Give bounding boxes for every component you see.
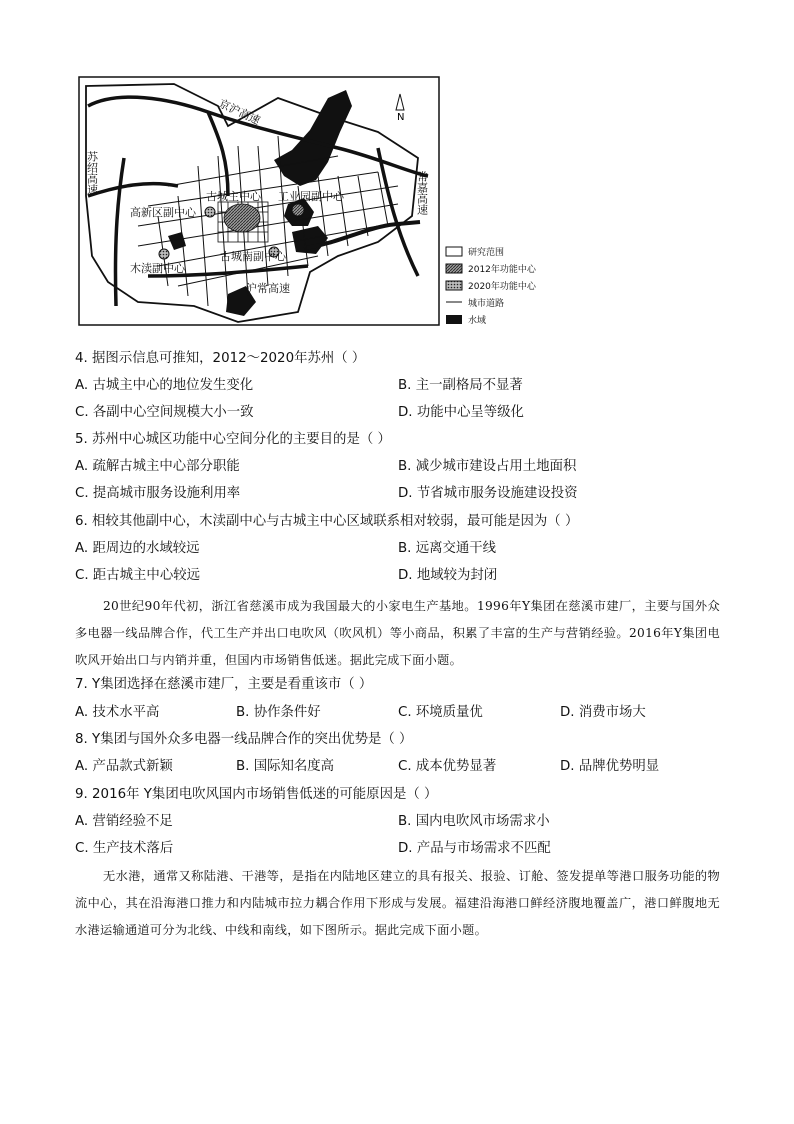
label-suzhao: 苏绍高速 (85, 151, 99, 195)
q5-option-a: A. 疏解古城主中心部分职能 (75, 459, 240, 474)
q8-option-a: A. 产品款式新颖 (75, 759, 173, 774)
q6-option-d: D. 地域较为封闭 (398, 568, 498, 583)
q4-option-c: C. 各副中心空间规模大小一致 (75, 405, 254, 420)
q7-option-d: D. 消费市场大 (560, 705, 646, 720)
q8-option-c: C. 成本优势显著 (398, 759, 497, 774)
q7-option-a: A. 技术水平高 (75, 705, 160, 720)
passage-2: 无水港，通常又称陆港、干港等，是指在内陆地区建立的具有报关、报验、订舱、签发提单等港口服务功能的物流中心，其在沿海港口推力和内陆城市拉力耦合作用下形成与发展。福建沿海港口鲜经济腹地覆盖广，港口鲜腹地无水港运输通道可分为北线、中线和南线，如下图所示。据此完成下面小题。 (75, 869, 720, 937)
question-6-stem: 6. 相较其他副中心，木渎副中心与古城主中心区域联系相对较弱，最可能是因为（ ） (75, 514, 579, 529)
high-tech-center-2020 (205, 207, 215, 217)
label-jinghu: 京沪高速 (216, 96, 263, 128)
legend-2020: 2020年功能中心 (468, 282, 536, 292)
label-gongye: 工业园副中心 (278, 190, 344, 203)
legend-road: 城市道路 (468, 299, 505, 309)
label-mudu: 木渎副中心 (130, 262, 185, 275)
question-8-stem: 8. Y集团与国外众多电器一线品牌合作的突出优势是（ ） (75, 732, 413, 747)
legend-study-area: 研究范围 (468, 248, 505, 258)
question-4-stem: 4. 据图示信息可推知，2012～2020年苏州（ ） (75, 351, 366, 366)
legend-water: 水域 (468, 316, 487, 326)
svg-text:N: N (397, 112, 405, 123)
mudu-center-2020 (159, 249, 169, 259)
q6-option-b: B. 远离交通干线 (398, 541, 497, 556)
label-changjia: 常嘉高速 (415, 171, 429, 215)
question-5-stem: 5. 苏州中心城区功能中心空间分化的主要目的是（ ） (75, 432, 391, 447)
q5-option-c: C. 提高城市服务设施利用率 (75, 486, 241, 501)
label-huchang: 沪常高速 (246, 282, 290, 295)
suzhou-map-figure (78, 76, 440, 326)
q4-option-b: B. 主一副格局不显著 (398, 378, 523, 393)
q4-option-a: A. 古城主中心的地位发生变化 (75, 378, 254, 393)
legend-2012: 2012年功能中心 (468, 265, 536, 275)
q4-option-d: D. 功能中心呈等级化 (398, 405, 524, 420)
q7-option-c: C. 环境质量优 (398, 705, 483, 720)
label-gaoxin: 高新区副中心 (130, 206, 196, 219)
q5-option-b: B. 减少城市建设占用土地面积 (398, 459, 577, 474)
old-town-center-2012 (224, 204, 260, 232)
legend-panel (444, 244, 554, 330)
q7-option-b: B. 协作条件好 (236, 705, 321, 720)
q8-option-b: B. 国际知名度高 (236, 759, 335, 774)
q8-option-d: D. 品牌优势明显 (560, 759, 660, 774)
q5-option-d: D. 节省城市服务设施建设投资 (398, 486, 578, 501)
q9-option-a: A. 营销经验不足 (75, 814, 173, 829)
q6-option-a: A. 距周边的水域较远 (75, 541, 200, 556)
q9-option-d: D. 产品与市场需求不匹配 (398, 841, 551, 856)
q6-option-c: C. 距古城主中心较远 (75, 568, 200, 583)
industrial-park-center-2012 (292, 204, 304, 216)
passage-1: 20世纪90年代初，浙江省慈溪市成为我国最大的小家电生产基地。1996年Y集团在慈溪市建厂，主要与国外众多电器一线品牌合作，代工生产并出口电吹风（吹风机）等小商品，积累了丰富的生产与营销经验。2016年Y集团电吹风开始出口与内销并重，但国内市场销售低迷。据此完成下面小题。 (75, 599, 720, 667)
label-gucheng-main: 古城主中心 (206, 190, 261, 203)
question-9-stem: 9. 2016年 Y集团电吹风国内市场销售低迷的可能原因是（ ） (75, 787, 438, 802)
q9-option-b: B. 国内电吹风市场需求小 (398, 814, 550, 829)
question-7-stem: 7. Y集团选择在慈溪市建厂，主要是看重该市（ ） (75, 677, 373, 692)
q9-option-c: C. 生产技术落后 (75, 841, 174, 856)
label-gucheng-south: 古城南副中心 (220, 250, 286, 263)
